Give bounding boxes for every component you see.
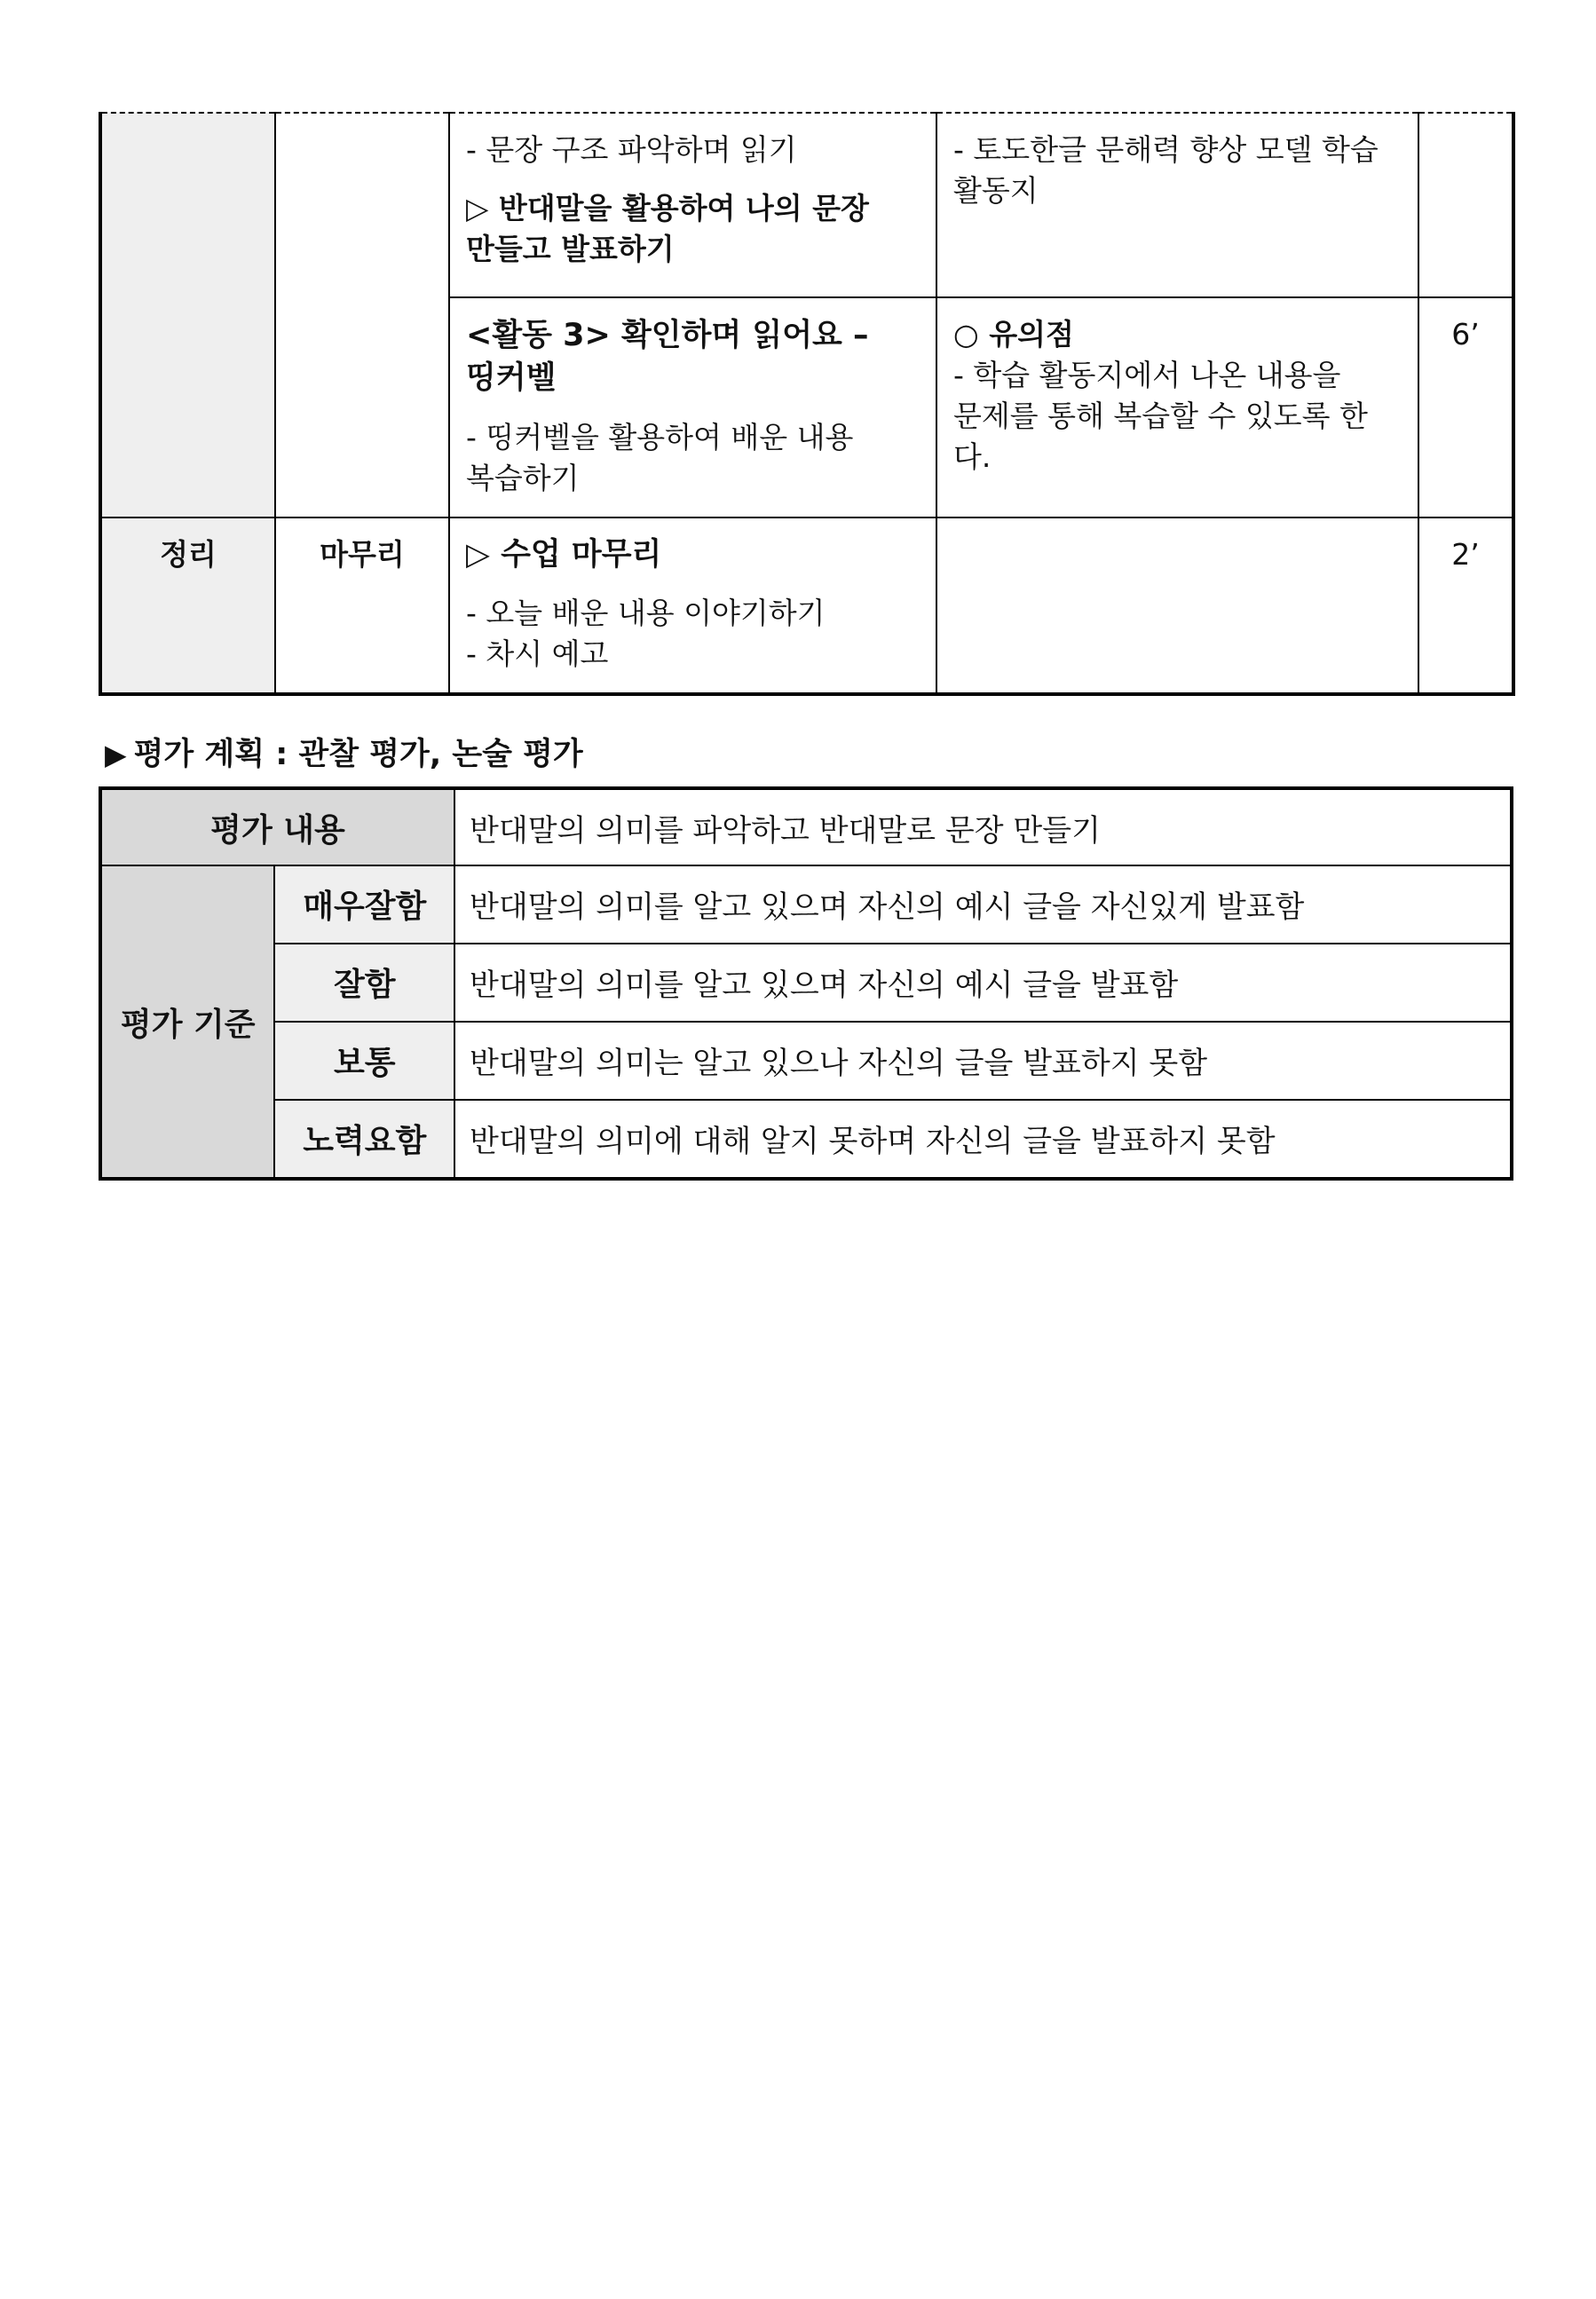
criteria-description: 반대말의 의미는 알고 있으나 자신의 글을 발표하지 못함 [454, 1022, 1512, 1100]
activity-cell [449, 113, 936, 297]
activity-title [466, 188, 921, 270]
triangle-bullet-icon: ▶ [105, 738, 127, 771]
evaluation-table [99, 786, 1513, 1181]
activity-cell [449, 517, 936, 694]
activity-title-line: 띵커벨 [466, 360, 557, 396]
activity-line: - 차시 예고 [466, 636, 609, 671]
step-cell [275, 113, 449, 517]
material-cell [936, 517, 1418, 694]
table-row [100, 944, 1512, 1022]
criteria-description: 반대말의 의미에 대해 알지 못하며 자신의 글을 발표하지 못함 [454, 1100, 1512, 1179]
table-row [100, 113, 1513, 297]
time-value: 2’ [1418, 517, 1513, 694]
note-line: - 학습 활동지에서 나온 내용을 [953, 358, 1341, 392]
table-row [100, 517, 1513, 694]
evaluation-content-label: 평가 내용 [100, 788, 454, 865]
material-line: 활동지 [953, 173, 1039, 208]
activity-line: - 문장 구조 파악하며 읽기 [466, 132, 797, 167]
activity-line: - 띵커벨을 활용하여 배운 내용 [466, 420, 854, 454]
table-row [100, 1100, 1512, 1179]
activity-cell [449, 297, 936, 517]
note-line: 문제를 통해 복습할 수 있도록 한다. [953, 399, 1368, 474]
activity-line: 복습하기 [466, 461, 580, 495]
activity-desc [466, 417, 921, 499]
stage-label: 정리 [100, 517, 275, 694]
table-row [100, 788, 1512, 865]
table-row [100, 1022, 1512, 1100]
step-label: 마무리 [275, 517, 449, 694]
evaluation-content-value: 반대말의 의미를 파악하고 반대말로 문장 만들기 [454, 788, 1512, 865]
criteria-level: 매우잘함 [274, 865, 454, 944]
stage-cell [100, 113, 275, 517]
activity-title: ▷ 수업 마무리 [466, 537, 662, 573]
criteria-level: 보통 [274, 1022, 454, 1100]
time-cell [1418, 113, 1513, 297]
material-cell [936, 113, 1418, 297]
time-value: 6’ [1418, 297, 1513, 517]
note-cell [936, 297, 1418, 517]
activity-desc [466, 593, 921, 675]
criteria-level: 노력요함 [274, 1100, 454, 1179]
criteria-description: 반대말의 의미를 알고 있으며 자신의 예시 글을 발표함 [454, 944, 1512, 1022]
evaluation-criteria-label: 평가 기준 [100, 865, 274, 1179]
note-title: ○ 유의점 [953, 317, 1074, 352]
table-row [100, 865, 1512, 944]
activity-title [466, 314, 921, 399]
criteria-description: 반대말의 의미를 알고 있으며 자신의 예시 글을 자신있게 발표함 [454, 865, 1512, 944]
lesson-plan-table [99, 112, 1515, 696]
activity-title-line: <활동 3> 확인하며 읽어요 – [466, 318, 869, 353]
evaluation-heading-text: 평가 계획 : 관찰 평가, 논술 평가 [133, 737, 583, 772]
evaluation-heading [105, 735, 583, 774]
activity-title-line: ▷ 반대말을 활용하여 나의 문장 [466, 191, 869, 225]
activity-line: - 오늘 배운 내용 이야기하기 [466, 596, 826, 630]
criteria-level: 잘함 [274, 944, 454, 1022]
material-line: - 토도한글 문해력 향상 모델 학습 [953, 132, 1379, 167]
activity-title-line: 만들고 발표하기 [466, 232, 675, 266]
